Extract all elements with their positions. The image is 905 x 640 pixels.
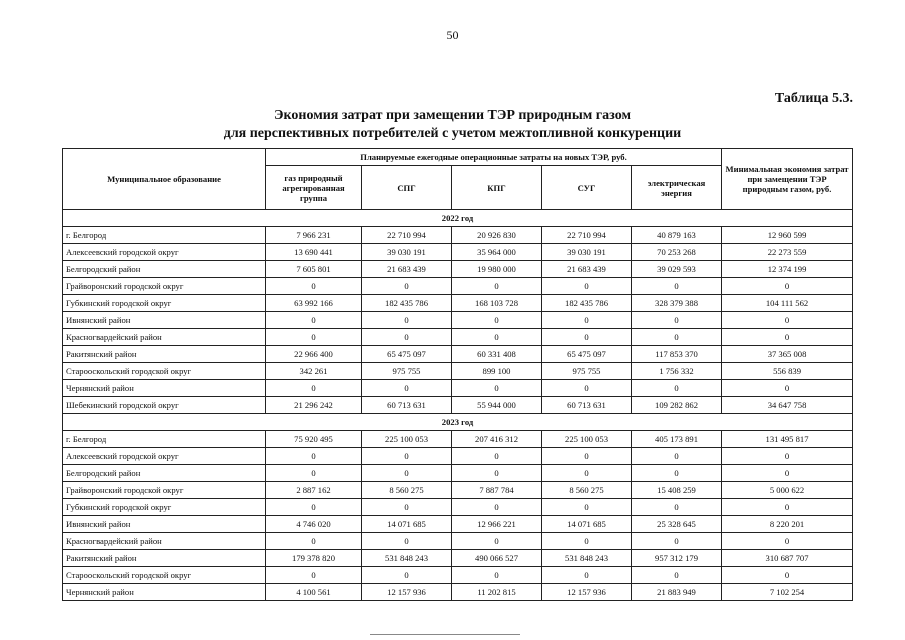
header-natural-gas: газ природный агрегированная группа <box>266 166 362 210</box>
value-cell: 405 173 891 <box>632 431 722 448</box>
value-cell: 21 683 439 <box>362 261 452 278</box>
header-planned-costs: Планируемые ежегодные операционные затраты на новых ТЭР, руб. <box>266 149 722 166</box>
value-cell: 0 <box>452 567 542 584</box>
value-cell: 0 <box>722 499 853 516</box>
value-cell: 60 331 408 <box>452 346 542 363</box>
title-line-2: для перспективных потребителей с учетом межтопливной конкуренции <box>223 126 682 141</box>
value-cell: 225 100 053 <box>362 431 452 448</box>
value-cell: 0 <box>266 448 362 465</box>
value-cell: 0 <box>722 448 853 465</box>
value-cell: 63 992 166 <box>266 295 362 312</box>
value-cell: 0 <box>722 465 853 482</box>
value-cell: 0 <box>722 278 853 295</box>
municipality-cell: Грайворонский городской округ <box>63 482 266 499</box>
value-cell: 0 <box>362 448 452 465</box>
value-cell: 22 710 994 <box>542 227 632 244</box>
value-cell: 14 071 685 <box>362 516 452 533</box>
value-cell: 899 100 <box>452 363 542 380</box>
header-sug: СУГ <box>542 166 632 210</box>
year-label: 2023 год <box>63 414 853 431</box>
value-cell: 0 <box>266 465 362 482</box>
value-cell: 8 560 275 <box>542 482 632 499</box>
value-cell: 0 <box>542 380 632 397</box>
value-cell: 104 111 562 <box>722 295 853 312</box>
value-cell: 0 <box>362 380 452 397</box>
municipality-cell: Ракитянский район <box>63 346 266 363</box>
table-row <box>63 550 853 567</box>
table-row <box>63 261 853 278</box>
table-row <box>63 465 853 482</box>
value-cell: 34 647 758 <box>722 397 853 414</box>
municipality-cell: Красногвардейский район <box>63 533 266 550</box>
value-cell: 12 157 936 <box>362 584 452 601</box>
value-cell: 0 <box>632 499 722 516</box>
value-cell: 0 <box>722 329 853 346</box>
value-cell: 0 <box>452 278 542 295</box>
value-cell: 20 926 830 <box>452 227 542 244</box>
value-cell: 131 495 817 <box>722 431 853 448</box>
value-cell: 0 <box>542 465 632 482</box>
value-cell: 0 <box>722 312 853 329</box>
value-cell: 182 435 786 <box>542 295 632 312</box>
municipality-cell: г. Белгород <box>63 227 266 244</box>
table-row <box>63 227 853 244</box>
document-title <box>0 107 905 143</box>
value-cell: 7 102 254 <box>722 584 853 601</box>
value-cell: 0 <box>452 448 542 465</box>
header-municipality: Муниципальное образование <box>63 149 266 210</box>
value-cell: 0 <box>362 567 452 584</box>
value-cell: 40 879 163 <box>632 227 722 244</box>
value-cell: 207 416 312 <box>452 431 542 448</box>
value-cell: 957 312 179 <box>632 550 722 567</box>
value-cell: 0 <box>542 533 632 550</box>
municipality-cell: Ивнянский район <box>63 312 266 329</box>
table-row <box>63 567 853 584</box>
value-cell: 19 980 000 <box>452 261 542 278</box>
value-cell: 22 710 994 <box>362 227 452 244</box>
value-cell: 1 756 332 <box>632 363 722 380</box>
value-cell: 0 <box>266 499 362 516</box>
value-cell: 75 920 495 <box>266 431 362 448</box>
value-cell: 0 <box>266 329 362 346</box>
value-cell: 14 071 685 <box>542 516 632 533</box>
value-cell: 0 <box>722 533 853 550</box>
value-cell: 55 944 000 <box>452 397 542 414</box>
value-cell: 70 253 268 <box>632 244 722 261</box>
value-cell: 0 <box>362 278 452 295</box>
value-cell: 490 066 527 <box>452 550 542 567</box>
municipality-cell: г. Белгород <box>63 431 266 448</box>
value-cell: 21 883 949 <box>632 584 722 601</box>
title-line-1: Экономия затрат при замещении ТЭР природным газом <box>274 108 631 123</box>
value-cell: 39 029 593 <box>632 261 722 278</box>
value-cell: 39 030 191 <box>362 244 452 261</box>
table-row <box>63 380 853 397</box>
savings-table <box>62 148 853 601</box>
value-cell: 0 <box>632 448 722 465</box>
table-row <box>63 584 853 601</box>
table-row <box>63 499 853 516</box>
value-cell: 8 220 201 <box>722 516 853 533</box>
value-cell: 15 408 259 <box>632 482 722 499</box>
value-cell: 0 <box>632 533 722 550</box>
value-cell: 0 <box>362 312 452 329</box>
value-cell: 0 <box>266 380 362 397</box>
table-body <box>63 210 853 601</box>
value-cell: 12 157 936 <box>542 584 632 601</box>
value-cell: 531 848 243 <box>362 550 452 567</box>
municipality-cell: Губкинский городской округ <box>63 499 266 516</box>
value-cell: 310 687 707 <box>722 550 853 567</box>
value-cell: 0 <box>542 278 632 295</box>
header-min-savings: Минимальная экономия затрат при замещении ТЭР природным газом, руб. <box>722 149 853 210</box>
value-cell: 0 <box>362 499 452 516</box>
value-cell: 7 887 784 <box>452 482 542 499</box>
value-cell: 0 <box>632 465 722 482</box>
value-cell: 0 <box>542 329 632 346</box>
value-cell: 225 100 053 <box>542 431 632 448</box>
page-number: 50 <box>446 28 459 42</box>
value-cell: 21 683 439 <box>542 261 632 278</box>
table-row <box>63 363 853 380</box>
value-cell: 60 713 631 <box>362 397 452 414</box>
value-cell: 109 282 862 <box>632 397 722 414</box>
value-cell: 65 475 097 <box>362 346 452 363</box>
value-cell: 0 <box>266 567 362 584</box>
value-cell: 975 755 <box>542 363 632 380</box>
value-cell: 328 379 388 <box>632 295 722 312</box>
value-cell: 0 <box>362 329 452 346</box>
value-cell: 0 <box>632 312 722 329</box>
municipality-cell: Ракитянский район <box>63 550 266 567</box>
value-cell: 0 <box>542 499 632 516</box>
value-cell: 37 365 008 <box>722 346 853 363</box>
value-cell: 531 848 243 <box>542 550 632 567</box>
table-row <box>63 397 853 414</box>
value-cell: 0 <box>266 278 362 295</box>
value-cell: 0 <box>542 448 632 465</box>
value-cell: 0 <box>722 380 853 397</box>
value-cell: 342 261 <box>266 363 362 380</box>
table-row <box>63 482 853 499</box>
value-cell: 0 <box>632 278 722 295</box>
value-cell: 7 605 801 <box>266 261 362 278</box>
value-cell: 5 000 622 <box>722 482 853 499</box>
value-cell: 168 103 728 <box>452 295 542 312</box>
value-cell: 4 746 020 <box>266 516 362 533</box>
value-cell: 4 100 561 <box>266 584 362 601</box>
value-cell: 2 887 162 <box>266 482 362 499</box>
header-kpg: КПГ <box>452 166 542 210</box>
table-row <box>63 516 853 533</box>
municipality-cell: Красногвардейский район <box>63 329 266 346</box>
value-cell: 60 713 631 <box>542 397 632 414</box>
value-cell: 22 273 559 <box>722 244 853 261</box>
footer-divider <box>370 634 520 635</box>
value-cell: 0 <box>266 533 362 550</box>
value-cell: 22 966 400 <box>266 346 362 363</box>
municipality-cell: Старооскольский городской округ <box>63 363 266 380</box>
header-electric: электрическая энергия <box>632 166 722 210</box>
table-label: Таблица 5.3. <box>774 91 853 106</box>
municipality-cell: Ивнянский район <box>63 516 266 533</box>
municipality-cell: Белгородский район <box>63 465 266 482</box>
value-cell: 8 560 275 <box>362 482 452 499</box>
value-cell: 65 475 097 <box>542 346 632 363</box>
value-cell: 0 <box>632 380 722 397</box>
header-spg: СПГ <box>362 166 452 210</box>
value-cell: 0 <box>452 329 542 346</box>
value-cell: 0 <box>452 533 542 550</box>
value-cell: 21 296 242 <box>266 397 362 414</box>
value-cell: 117 853 370 <box>632 346 722 363</box>
table-row <box>63 533 853 550</box>
municipality-cell: Старооскольский городской округ <box>63 567 266 584</box>
value-cell: 179 378 820 <box>266 550 362 567</box>
table-row <box>63 278 853 295</box>
value-cell: 975 755 <box>362 363 452 380</box>
municipality-cell: Белгородский район <box>63 261 266 278</box>
value-cell: 11 202 815 <box>452 584 542 601</box>
value-cell: 0 <box>362 465 452 482</box>
value-cell: 13 690 441 <box>266 244 362 261</box>
value-cell: 12 960 599 <box>722 227 853 244</box>
value-cell: 0 <box>542 567 632 584</box>
year-label: 2022 год <box>63 210 853 227</box>
table-row <box>63 295 853 312</box>
table-row <box>63 329 853 346</box>
municipality-cell: Чернянский район <box>63 380 266 397</box>
municipality-cell: Алексеевский городской округ <box>63 448 266 465</box>
value-cell: 0 <box>362 533 452 550</box>
table-row <box>63 244 853 261</box>
table-row <box>63 312 853 329</box>
municipality-cell: Грайворонский городской округ <box>63 278 266 295</box>
table-row <box>63 431 853 448</box>
value-cell: 25 328 645 <box>632 516 722 533</box>
value-cell: 0 <box>542 312 632 329</box>
value-cell: 0 <box>452 465 542 482</box>
value-cell: 39 030 191 <box>542 244 632 261</box>
municipality-cell: Шебекинский городской округ <box>63 397 266 414</box>
table-row <box>63 448 853 465</box>
value-cell: 0 <box>632 329 722 346</box>
municipality-cell: Чернянский район <box>63 584 266 601</box>
value-cell: 0 <box>632 567 722 584</box>
year-row <box>63 414 853 431</box>
municipality-cell: Губкинский городской округ <box>63 295 266 312</box>
value-cell: 0 <box>722 567 853 584</box>
value-cell: 0 <box>452 499 542 516</box>
value-cell: 12 374 199 <box>722 261 853 278</box>
table-row <box>63 346 853 363</box>
value-cell: 0 <box>452 380 542 397</box>
value-cell: 35 964 000 <box>452 244 542 261</box>
value-cell: 0 <box>266 312 362 329</box>
value-cell: 556 839 <box>722 363 853 380</box>
value-cell: 0 <box>452 312 542 329</box>
municipality-cell: Алексеевский городской округ <box>63 244 266 261</box>
value-cell: 12 966 221 <box>452 516 542 533</box>
value-cell: 7 966 231 <box>266 227 362 244</box>
year-row <box>63 210 853 227</box>
value-cell: 182 435 786 <box>362 295 452 312</box>
